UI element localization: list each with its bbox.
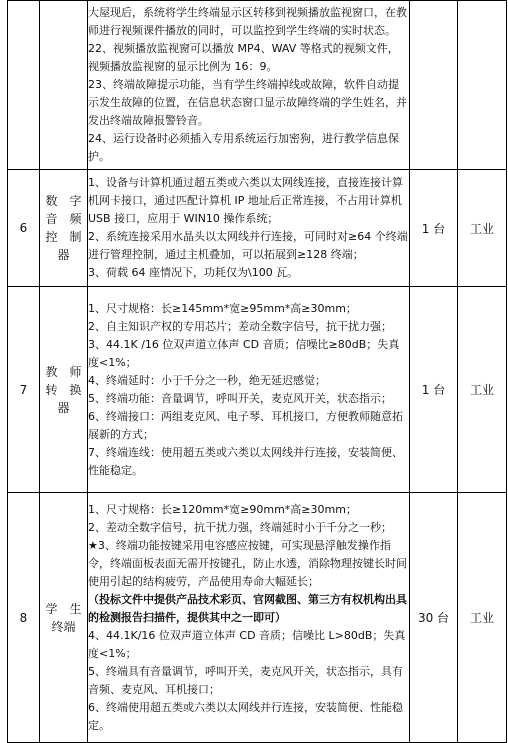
spec-line: 5、终端具有音量调节，呼叫开关，麦克风开关，状态指示，具有音频、麦克风、耳机接口； — [88, 664, 403, 696]
item-category: 工业 — [458, 493, 507, 743]
table-row — [8, 1, 507, 170]
item-quantity: 1 台 — [410, 287, 458, 493]
spec-line: 1、尺寸规格：长≥120mm*宽≥90mm*高≥30mm； — [88, 502, 357, 516]
spec-line: 1、设备与计算机通过超五类或六类以太网线连接，直接连接计算机网卡接口，通过匹配计算机 IP 地址后正常连接，不占用计算机 USB 接口，应用于 WIN10 操作系统； — [88, 176, 403, 225]
spec-line: 2、系统连接采用水晶头以太网线并行连接，可同时对≥64 个终端进行管理控制，通过主机叠加，可以拓展到≥128 终端； — [88, 230, 408, 261]
item-name — [40, 493, 88, 743]
spec-line: 3、荷载 64 座情况下，功耗仅为\100 瓦。 — [88, 266, 299, 279]
item-name — [40, 287, 88, 493]
spec-line: （投标文件中提供产品技术彩页、官网截图、第三方有权机构出具的检测报告扫描件，提供其中之一即可） — [88, 592, 407, 624]
spec-line: 22、视频播放监视窗可以播放 MP4、WAV 等格式的视频文件，视频播放监视窗的显示比例为 16：9。 — [88, 42, 399, 73]
item-name-line: 控 制 — [45, 230, 82, 244]
item-name-line: 器 — [57, 248, 70, 262]
item-number: 7 — [8, 287, 40, 493]
table-row — [8, 170, 507, 287]
item-name — [40, 1, 88, 170]
spec-line: 2、差动全数字信号，抗干扰力强，终端延时小于千分之一秒； — [88, 520, 392, 534]
item-number — [8, 1, 40, 170]
table-row — [8, 493, 507, 743]
spec-line: 23、终端故障提示功能，当有学生终端掉线或故障，软件自动提示发生故障的位置，在信息状态窗口显示故障终端的学生姓名，并发出终端故障报警铃音。 — [88, 78, 407, 127]
spec-line: ★3、终端功能按键采用电容感应按键，可实现悬浮触发操作指令，终端面板表面无需开按键孔，防止水透，消除物理按键长时间使用引起的结构疲劳，产品使用寿命大幅延长； — [88, 538, 407, 588]
item-name-line: 数 字 — [45, 194, 82, 208]
equipment-spec-table — [7, 0, 507, 743]
item-name — [40, 170, 88, 287]
item-name-line: 器 — [57, 400, 70, 415]
item-name-line: 教 师 — [45, 364, 82, 379]
item-name-line: 学 生 — [45, 601, 82, 616]
spec-line: 4、44.1K/16 位双声道立体声 CD 音质；信噪比 L>80dB；失真度<1%； — [88, 628, 406, 660]
table-row — [8, 287, 507, 493]
item-specifications — [88, 287, 410, 493]
spec-line: 3、44.1K /16 位双声道立体声 CD 音质；信噪比≥80dB；失真度<1%； — [88, 337, 400, 369]
item-quantity: 1 台 — [410, 170, 458, 287]
item-number: 6 — [8, 170, 40, 287]
spec-line: 2、自主知识产权的专用芯片；差动全数字信号，抗干扰力强； — [88, 319, 392, 333]
item-name-line: 转 换 — [45, 382, 82, 397]
item-quantity — [410, 1, 458, 170]
item-name-line: 终端 — [51, 619, 76, 634]
spec-line: 6、终端接口：两组麦克风、电子琴、耳机接口，方便教师随意拓展新的方式； — [88, 409, 403, 441]
item-category: 工业 — [458, 287, 507, 493]
item-specifications — [88, 493, 410, 743]
spec-line: 24、运行设备时必须插入专用系统运行加密狗，进行教学信息保护。 — [88, 132, 399, 163]
item-number: 8 — [8, 493, 40, 743]
spec-line: 6、终端使用超五类或六类以太网线并行连接，安装简便、性能稳定。 — [88, 700, 403, 732]
item-category: 工业 — [458, 170, 507, 287]
spec-line: 大屋现后，系统将学生终端显示区转移到视频播放监视窗口，在教师进行视频课件播放的同时，可以监控到学生终端的实时状态。 — [88, 6, 407, 37]
spec-line: 4、终端延时：小于千分之一秒，绝无延迟感觉； — [88, 373, 326, 387]
item-category — [458, 1, 507, 170]
spec-line: 5、终端功能：音量调节，呼叫开关，麦克风开关，状态指示； — [88, 391, 392, 405]
spec-line: 1、尺寸规格：长≥145mm*宽≥95mm*高≥30mm； — [88, 301, 357, 315]
spec-line: 7、终端连线：使用超五类或六类以太网线并行连接，安装简便、性能稳定。 — [88, 445, 403, 477]
item-quantity: 30 台 — [410, 493, 458, 743]
item-specifications — [88, 170, 410, 287]
item-specifications — [88, 1, 410, 170]
item-name-line: 音 频 — [45, 212, 82, 226]
